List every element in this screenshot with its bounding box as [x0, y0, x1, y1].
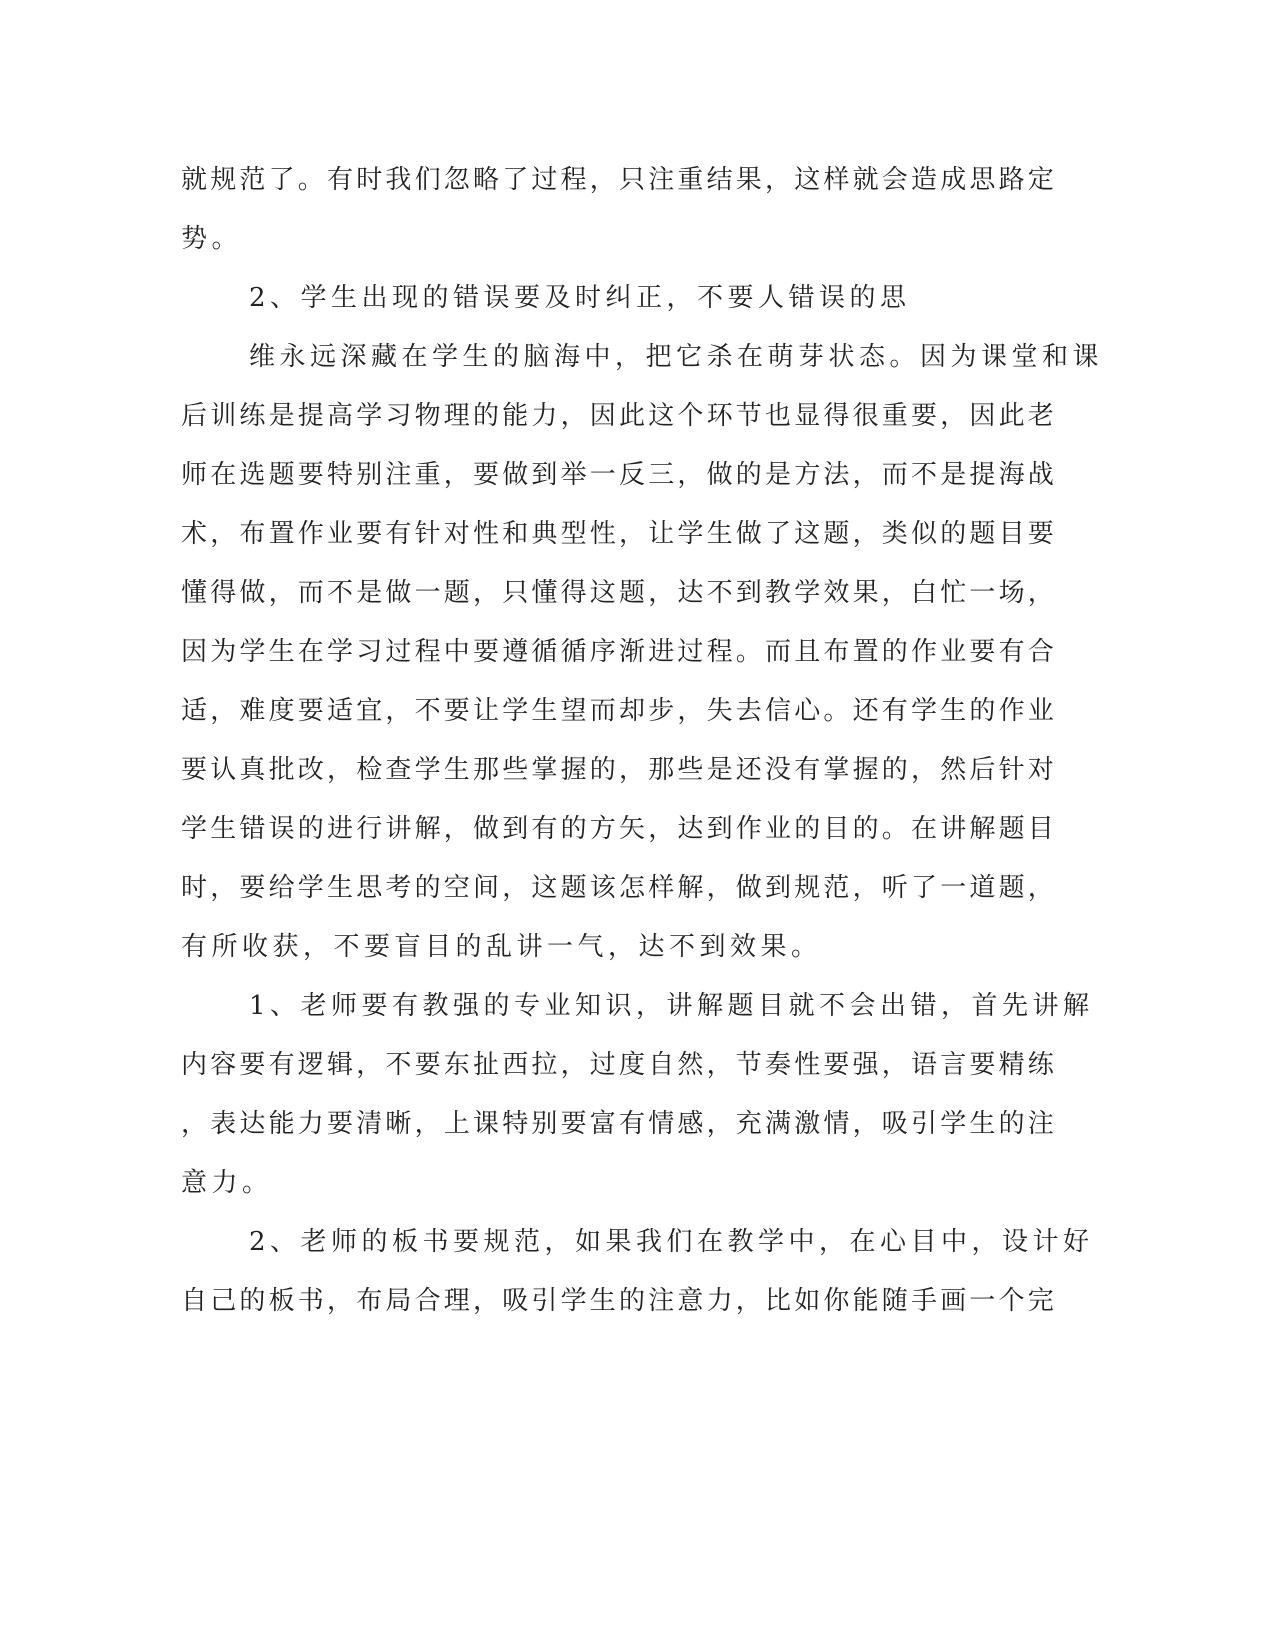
paragraph-line: 2、老师的板书要规范，如果我们在教学中，在心目中，设计好 [249, 1227, 1094, 1257]
paragraph-line: 适，难度要适宜，不要让学生望而却步，失去信心。还有学生的作业 [181, 696, 1058, 726]
paragraph-line: 意力。 [181, 1168, 273, 1198]
paragraph-line: 后训练是提高学习物理的能力，因此这个环节也显得很重要，因此老 [181, 401, 1058, 431]
paragraph-line: 学生错误的进行讲解，做到有的方矢，达到作业的目的。在讲解题目 [181, 814, 1058, 844]
paragraph-line: 时，要给学生思考的空间，这题该怎样解，做到规范，听了一道题， [181, 873, 1058, 903]
paragraph-line: 自己的板书，布局合理，吸引学生的注意力，比如你能随手画一个完 [181, 1286, 1058, 1316]
paragraph-line: 内容要有逻辑，不要东扯西拉，过度自然，节奏性要强，语言要精练 [181, 1050, 1058, 1080]
paragraph-line: 2、学生出现的错误要及时纠正，不要人错误的思 [249, 283, 911, 313]
paragraph-line: 术，布置作业要有针对性和典型性，让学生做了这题，类似的题目要 [181, 519, 1058, 549]
paragraph-line: 懂得做，而不是做一题，只懂得这题，达不到教学效果，白忙一场， [181, 578, 1058, 608]
paragraph-line: 师在选题要特别注重，要做到举一反三，做的是方法，而不是提海战 [181, 460, 1058, 490]
paragraph-line: 有所收获，不要盲目的乱讲一气，达不到效果。 [181, 932, 822, 962]
paragraph-line: 1、老师要有教强的专业知识，讲解题目就不会出错，首先讲解 [249, 991, 1094, 1021]
paragraph-line: ，表达能力要清晰，上课特别要富有情感，充满激情，吸引学生的注 [181, 1109, 1058, 1139]
paragraph-line: 就规范了。有时我们忽略了过程，只注重结果，这样就会造成思路定 [181, 165, 1058, 195]
paragraph-line: 因为学生在学习过程中要遵循循序渐进过程。而且布置的作业要有合 [181, 637, 1058, 667]
paragraph-line: 维永远深藏在学生的脑海中，把它杀在萌芽状态。因为课堂和课 [249, 342, 1104, 372]
paragraph-line: 势。 [181, 224, 243, 254]
paragraph-line: 要认真批改，检查学生那些掌握的，那些是还没有掌握的，然后针对 [181, 755, 1058, 785]
